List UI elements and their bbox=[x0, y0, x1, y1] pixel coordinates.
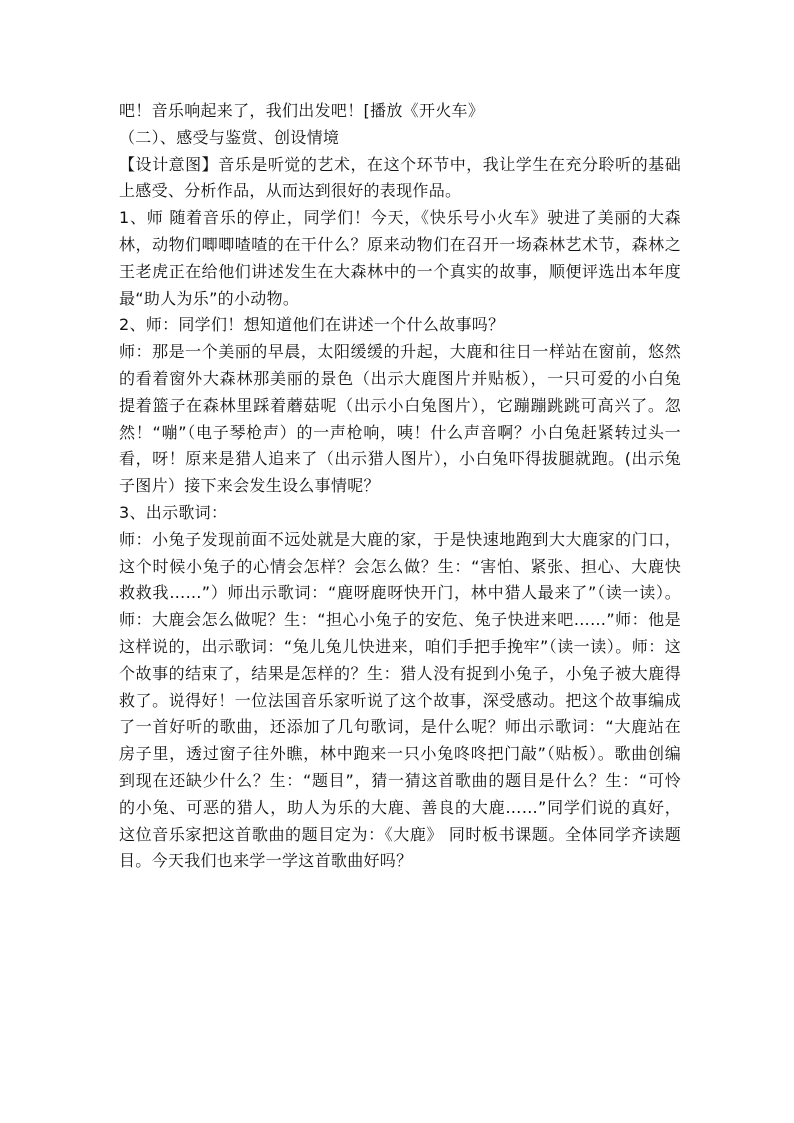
paragraph-step-2: 2、师：同学们！想知道他们在讲述一个什么故事吗？ bbox=[119, 315, 505, 335]
document-body bbox=[119, 98, 681, 875]
paragraph-intro: 吧！音乐响起来了，我们出发吧！[播放《开火车》 bbox=[119, 101, 485, 120]
section-heading: （二）、感受与鉴赏、创设情境 bbox=[119, 127, 340, 147]
paragraph-step-3: 3、出示歌词： bbox=[119, 502, 228, 522]
paragraph-story: 师：那是一个美丽的早晨，太阳缓缓的升起，大鹿和往日一样站在窗前，悠然的看着窗外大森林那美丽的景色（出示大鹿图片并贴板），一只可爱的小白兔提着篮子在森林里踩着蘑菇呢（出示小白兔图片），它蹦蹦跳跳可高兴了。忽然！“嘣”（电子琴枪声）的一声枪响，咦！什么声音啊？小白兔赶紧转过头一看，呀！原来是猎人追来了（出示猎人图片），小白兔吓得拔腿就跑。(出示兔子图片）接下来会发生设么事情呢？ bbox=[119, 342, 681, 496]
paragraph-design-intent: 【设计意图】音乐是听觉的艺术，在这个环节中，我让学生在充分聆听的基础上感受、分析作品，从而达到很好的表现作品。 bbox=[119, 154, 681, 201]
paragraph-step-1: 1、师 随着音乐的停止，同学们！今天，《快乐号小火车》驶进了美丽的大森林，动物们唧唧喳喳的在干什么？原来动物们在召开一场森林艺术节，森林之王老虎正在给他们讲述发生在大森林中的一个真实的故事，顺便评选出本年度最“助人为乐”的小动物。 bbox=[119, 208, 681, 308]
paragraph-lyrics: 师：小兔子发现前面不远处就是大鹿的家，于是快速地跑到大大鹿家的门口，这个时候小兔子的心情会怎样？会怎么做？生：“害怕、紧张、担心、大鹿快救救我……”）师出示歌词：“鹿呀鹿呀快开门，林中猎人最来了”（读一读）。师：大鹿会怎么做呢？生：“担心小兔子的安危、兔子快进来吧……”师：他是这样说的，出示歌词：“兔儿兔儿快进来，咱们手把手挽牢”（读一读）。师：这个故事的结束了，结果是怎样的？生：猎人没有捉到小兔子，小兔子被大鹿得救了。说得好！一位法国音乐家听说了这个故事，深受感动。把这个故事编成了一首好听的歌曲，还添加了几句歌词，是什么呢？师出示歌词：“大鹿站在房子里，透过窗子往外瞧，林中跑来一只小兔咚咚把门敲”（贴板）。歌曲创编到现在还缺少什么？生：“题目”，猜一猜这首歌曲的题目是什么？生：“可怜的小兔、可恶的猎人，助人为乐的大鹿、善良的大鹿……”同学们说的真好，这位音乐家把这首歌曲的题目定为：《大鹿》 同时板书课题。全体同学齐读题目。今天我们也来学一学这首歌曲好吗？ bbox=[119, 529, 681, 871]
